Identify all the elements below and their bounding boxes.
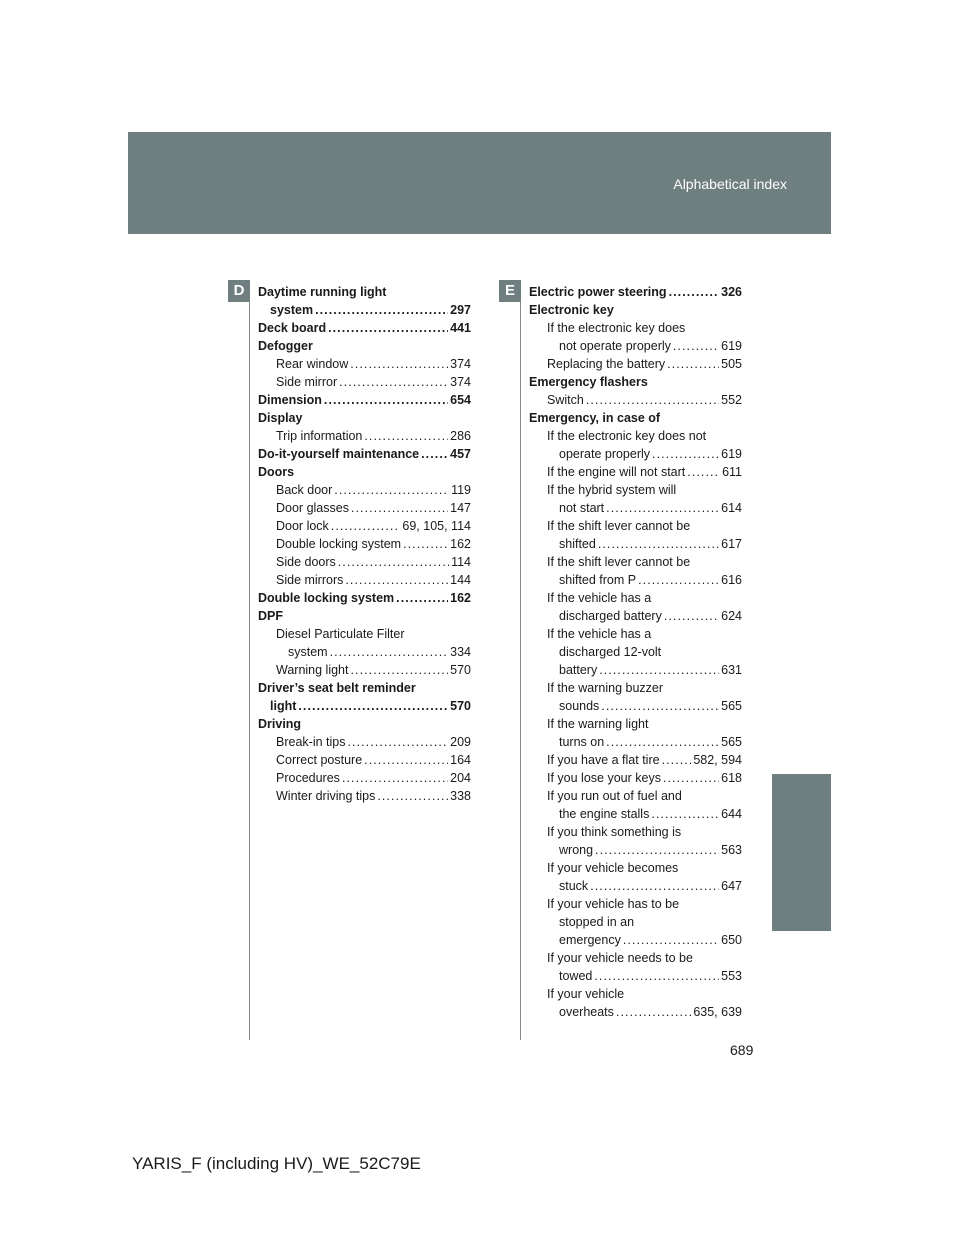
entry-page: 144 — [450, 573, 471, 587]
entry-term: Driving — [258, 717, 302, 731]
index-entry — [258, 607, 471, 625]
column-rule-left — [249, 280, 250, 1040]
entry-term: If the shift lever cannot be — [547, 555, 691, 569]
index-entry — [258, 571, 471, 589]
index-entry — [529, 661, 742, 679]
index-entry — [258, 283, 471, 301]
index-entry — [529, 1003, 742, 1021]
entry-term: Dimension — [258, 393, 322, 407]
entry-term: Diesel Particulate Filter — [276, 627, 405, 641]
index-entry — [529, 625, 742, 643]
entry-term: If you think something is — [547, 825, 682, 839]
entry-page: 618 — [721, 771, 742, 785]
entry-term: system — [288, 645, 328, 659]
dot-leader — [606, 733, 719, 751]
index-entry — [529, 787, 742, 805]
index-entry — [258, 409, 471, 427]
index-entry — [258, 643, 471, 661]
entry-term: Break-in tips — [276, 735, 346, 749]
entry-term: Display — [258, 411, 303, 425]
dot-leader — [298, 697, 448, 715]
index-entry — [529, 679, 742, 697]
dot-leader — [351, 499, 448, 517]
index-entry — [529, 517, 742, 535]
index-entry — [529, 283, 742, 301]
dot-leader — [328, 319, 448, 337]
entry-page: 204 — [450, 771, 471, 785]
entry-term: shifted — [559, 537, 596, 551]
index-entry — [258, 499, 471, 517]
dot-leader — [315, 301, 448, 319]
index-entry — [258, 751, 471, 769]
index-entry — [258, 589, 471, 607]
index-entry — [529, 607, 742, 625]
index-column-e — [529, 283, 742, 1021]
index-entry — [529, 409, 742, 427]
entry-term: Door glasses — [276, 501, 349, 515]
entry-page: 563 — [721, 843, 742, 857]
index-entry — [529, 895, 742, 913]
dot-leader — [586, 391, 719, 409]
entry-term: Emergency flashers — [529, 375, 648, 389]
index-entry — [529, 499, 742, 517]
index-entry — [258, 373, 471, 391]
entry-term: discharged 12-volt — [559, 645, 662, 659]
header-band — [128, 132, 831, 234]
entry-page: 338 — [450, 789, 471, 803]
entry-term: If the warning light — [547, 717, 649, 731]
entry-term: Driver’s seat belt reminder — [258, 681, 416, 695]
entry-term: Rear window — [276, 357, 349, 371]
entry-term: Do-it-yourself maintenance — [258, 447, 420, 461]
index-entry — [529, 769, 742, 787]
entry-term: the engine stalls — [559, 807, 650, 821]
entry-page: 619 — [721, 447, 742, 461]
index-entry — [529, 715, 742, 733]
entry-page: 570 — [450, 663, 471, 677]
index-entry — [529, 931, 742, 949]
dot-leader — [663, 769, 719, 787]
entry-page: 619 — [721, 339, 742, 353]
index-entry — [529, 355, 742, 373]
dot-leader — [595, 841, 719, 859]
dot-leader — [652, 445, 719, 463]
dot-leader — [330, 643, 449, 661]
entry-page: 69, 105, 114 — [402, 519, 471, 533]
index-entry — [529, 733, 742, 751]
entry-page: 565 — [721, 699, 742, 713]
entry-term: If your vehicle — [547, 987, 625, 1001]
dot-leader — [396, 589, 448, 607]
entry-page: 162 — [450, 591, 471, 605]
index-entry — [529, 589, 742, 607]
index-entry — [258, 553, 471, 571]
entry-term: Deck board — [258, 321, 327, 335]
index-entry — [258, 427, 471, 445]
index-entry — [258, 661, 471, 679]
index-entry — [529, 571, 742, 589]
index-entry — [258, 355, 471, 373]
index-entry — [529, 319, 742, 337]
entry-term: If your vehicle needs to be — [547, 951, 693, 965]
dot-leader — [664, 607, 719, 625]
index-entry — [529, 427, 742, 445]
index-entry — [529, 805, 742, 823]
index-entry — [258, 715, 471, 733]
letter-marker-d: D — [228, 280, 250, 302]
entry-page: 374 — [450, 375, 471, 389]
entry-term: battery — [559, 663, 598, 677]
index-entry — [529, 751, 742, 769]
entry-term: Side doors — [276, 555, 336, 569]
index-entry — [258, 535, 471, 553]
section-title: Alphabetical index — [673, 176, 787, 192]
index-entry — [529, 553, 742, 571]
entry-page: 374 — [450, 357, 471, 371]
dot-leader — [606, 499, 719, 517]
dot-leader — [351, 661, 449, 679]
page-number: 689 — [730, 1042, 754, 1058]
entry-page: 570 — [450, 699, 471, 713]
dot-leader — [651, 805, 719, 823]
dot-leader — [403, 535, 448, 553]
dot-leader — [421, 445, 448, 463]
dot-leader — [601, 697, 719, 715]
entry-page: 647 — [721, 879, 742, 893]
entry-term: Trip information — [276, 429, 363, 443]
index-entry — [529, 697, 742, 715]
entry-page: 441 — [450, 321, 471, 335]
entry-term: Double locking system — [276, 537, 402, 551]
index-entry — [529, 643, 742, 661]
entry-term: not operate properly — [559, 339, 671, 353]
index-entry — [258, 481, 471, 499]
index-entry — [529, 535, 742, 553]
entry-term: Procedures — [276, 771, 340, 785]
index-entry — [258, 679, 471, 697]
index-entry — [529, 301, 742, 319]
entry-term: Winter driving tips — [276, 789, 376, 803]
dot-leader — [662, 751, 692, 769]
entry-term: Warning light — [276, 663, 349, 677]
index-entry — [529, 463, 742, 481]
entry-term: Switch — [547, 393, 584, 407]
index-entry — [258, 733, 471, 751]
entry-term: If the warning buzzer — [547, 681, 664, 695]
entry-page: 614 — [721, 501, 742, 515]
index-entry — [258, 391, 471, 409]
dot-leader — [598, 535, 719, 553]
entry-term: If the electronic key does not — [547, 429, 707, 443]
entry-term: stuck — [559, 879, 589, 893]
entry-term: If the vehicle has a — [547, 627, 652, 641]
entry-term: If your vehicle becomes — [547, 861, 679, 875]
index-entry — [258, 337, 471, 355]
entry-term: Electronic key — [529, 303, 614, 317]
dot-leader — [331, 517, 401, 535]
dot-leader — [590, 877, 719, 895]
index-entry — [529, 877, 742, 895]
entry-term: Correct posture — [276, 753, 363, 767]
entry-page: 119 — [451, 483, 471, 497]
index-entry — [258, 301, 471, 319]
column-rule-right — [520, 280, 521, 1040]
entry-term: not start — [559, 501, 605, 515]
entry-page: 611 — [722, 465, 742, 479]
entry-page: 326 — [721, 285, 742, 299]
entry-term: If your vehicle has to be — [547, 897, 680, 911]
entry-term: If the vehicle has a — [547, 591, 652, 605]
entry-term: Doors — [258, 465, 295, 479]
dot-leader — [345, 571, 448, 589]
dot-leader — [339, 373, 448, 391]
dot-leader — [342, 769, 448, 787]
entry-page: 114 — [451, 555, 471, 569]
index-entry — [258, 445, 471, 463]
index-entry — [529, 823, 742, 841]
entry-term: Door lock — [276, 519, 329, 533]
index-column-d — [258, 283, 471, 805]
entry-term: Electric power steering — [529, 285, 667, 299]
entry-page: 334 — [450, 645, 471, 659]
entry-term: Back door — [276, 483, 333, 497]
entry-term: shifted from P — [559, 573, 637, 587]
entry-term: discharged battery — [559, 609, 662, 623]
entry-page: 616 — [721, 573, 742, 587]
entry-term: overheats — [559, 1005, 614, 1019]
index-entry — [258, 463, 471, 481]
entry-term: Double locking system — [258, 591, 395, 605]
entry-page: 582, 594 — [693, 753, 742, 767]
dot-leader — [623, 931, 719, 949]
entry-page: 565 — [721, 735, 742, 749]
entry-page: 457 — [450, 447, 471, 461]
entry-term: emergency — [559, 933, 621, 947]
entry-term: towed — [559, 969, 593, 983]
dot-leader — [350, 355, 448, 373]
entry-term: Daytime running light — [258, 285, 387, 299]
dot-leader — [638, 571, 719, 589]
dot-leader — [599, 661, 719, 679]
entry-page: 635, 639 — [693, 1005, 742, 1019]
dot-leader — [364, 427, 448, 445]
entry-page: 286 — [450, 429, 471, 443]
index-entry — [529, 391, 742, 409]
dot-leader — [594, 967, 719, 985]
index-entry — [529, 481, 742, 499]
index-entry — [529, 373, 742, 391]
entry-term: If the engine will not start — [547, 465, 686, 479]
index-entry — [529, 949, 742, 967]
letter-marker-e: E — [499, 280, 521, 302]
entry-term: DPF — [258, 609, 283, 623]
entry-term: Side mirror — [276, 375, 338, 389]
dot-leader — [667, 355, 719, 373]
entry-term: If you have a flat tire — [547, 753, 660, 767]
entry-page: 552 — [721, 393, 742, 407]
entry-page: 297 — [450, 303, 471, 317]
entry-page: 209 — [450, 735, 471, 749]
side-thumb-tab — [772, 774, 831, 931]
entry-term: Defogger — [258, 339, 313, 353]
entry-term: stopped in an — [559, 915, 635, 929]
index-entry — [258, 319, 471, 337]
entry-page: 147 — [450, 501, 471, 515]
entry-page: 162 — [450, 537, 471, 551]
index-entry — [258, 787, 471, 805]
index-entry — [258, 625, 471, 643]
dot-leader — [687, 463, 720, 481]
index-entry — [529, 859, 742, 877]
entry-term: If the hybrid system will — [547, 483, 677, 497]
index-entry — [529, 337, 742, 355]
entry-term: light — [270, 699, 297, 713]
entry-page: 553 — [721, 969, 742, 983]
entry-page: 654 — [450, 393, 471, 407]
entry-page: 650 — [721, 933, 742, 947]
entry-page: 624 — [721, 609, 742, 623]
dot-leader — [377, 787, 448, 805]
entry-term: If the electronic key does — [547, 321, 686, 335]
entry-term: If you run out of fuel and — [547, 789, 682, 803]
entry-term: wrong — [559, 843, 594, 857]
entry-page: 631 — [721, 663, 742, 677]
index-entry — [529, 967, 742, 985]
entry-page: 505 — [721, 357, 742, 371]
document-footer: YARIS_F (including HV)_WE_52C79E — [132, 1154, 421, 1173]
dot-leader — [364, 751, 448, 769]
entry-term: sounds — [559, 699, 600, 713]
dot-leader — [334, 481, 449, 499]
index-entry — [529, 985, 742, 1003]
entry-term: Side mirrors — [276, 573, 344, 587]
entry-term: If you lose your keys — [547, 771, 661, 785]
dot-leader — [673, 337, 719, 355]
entry-page: 617 — [721, 537, 742, 551]
entry-term: Emergency, in case of — [529, 411, 661, 425]
entry-page: 164 — [450, 753, 471, 767]
dot-leader — [324, 391, 448, 409]
index-entry — [529, 445, 742, 463]
index-entry — [529, 913, 742, 931]
index-entry — [258, 517, 471, 535]
index-entry — [529, 841, 742, 859]
entry-term: If the shift lever cannot be — [547, 519, 691, 533]
entry-term: Replacing the battery — [547, 357, 666, 371]
entry-page: 644 — [721, 807, 742, 821]
entry-term: operate properly — [559, 447, 651, 461]
entry-term: system — [270, 303, 314, 317]
entry-term: turns on — [559, 735, 605, 749]
dot-leader — [347, 733, 448, 751]
index-entry — [258, 697, 471, 715]
dot-leader — [338, 553, 449, 571]
index-entry — [258, 769, 471, 787]
dot-leader — [669, 283, 720, 301]
dot-leader — [616, 1003, 691, 1021]
